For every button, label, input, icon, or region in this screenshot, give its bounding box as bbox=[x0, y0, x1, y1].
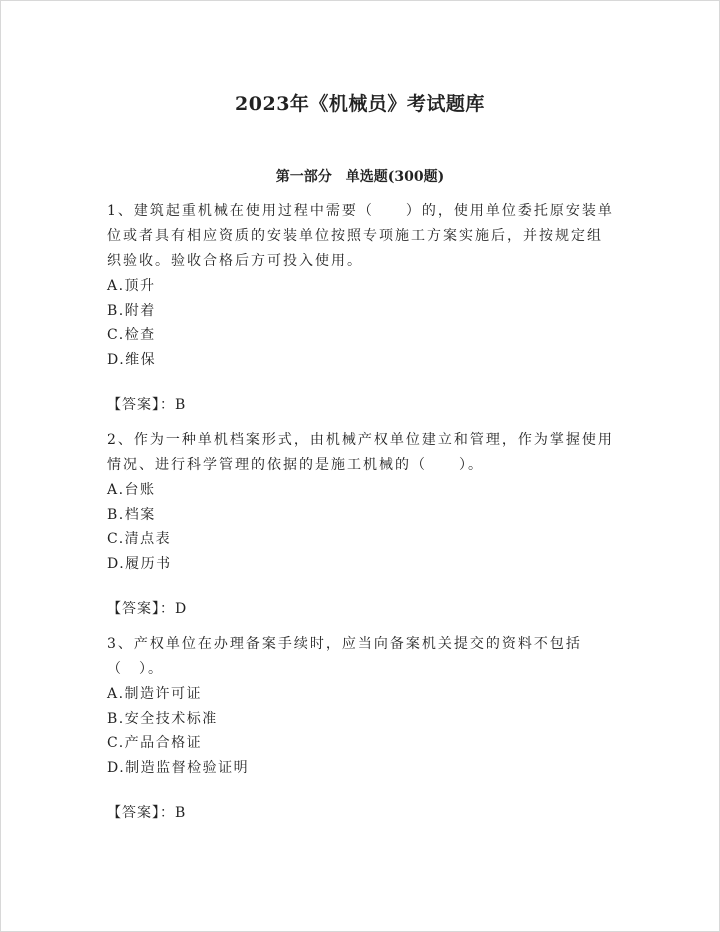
question-stem: 3、产权单位在办理备案手续时，应当向备案机关提交的资料不包括（ ）。 bbox=[107, 636, 582, 677]
option-a: A.台账 bbox=[107, 482, 156, 498]
answer-line: 【答案】：B bbox=[107, 397, 187, 413]
question-item bbox=[107, 199, 617, 428]
option-c: C.清点表 bbox=[107, 531, 172, 547]
answer-line: 【答案】：B bbox=[107, 805, 187, 821]
option-d: D.制造监督检验证明 bbox=[107, 759, 250, 776]
question-stem: 2、作为一种单机档案形式，由机械产权单位建立和管理，作为掌握使用情况、进行科学管理的依据的是施工机械的（ ）。 bbox=[107, 432, 614, 473]
option-c: C.产品合格证 bbox=[107, 735, 203, 751]
option-b: B.安全技术标准 bbox=[107, 710, 218, 727]
answer-line: 【答案】：D bbox=[107, 601, 188, 617]
option-c: C.检查 bbox=[107, 327, 156, 343]
option-b: B.附着 bbox=[107, 302, 156, 319]
question-stem: 1、建筑起重机械在使用过程中需要（ ）的，使用单位委托原安装单位或者具有相应资质的安装单位按照专项施工方案实施后，并按规定组织验收。验收合格后方可投入使用。 bbox=[107, 203, 614, 269]
option-d: D.维保 bbox=[107, 351, 157, 368]
question-item bbox=[107, 428, 617, 632]
option-a: A.顶升 bbox=[107, 278, 156, 294]
option-d: D.履历书 bbox=[107, 555, 172, 572]
document-title: 2023年《机械员》考试题库 bbox=[235, 93, 485, 115]
question-item bbox=[107, 632, 617, 836]
question-list bbox=[107, 199, 617, 836]
option-b: B.档案 bbox=[107, 506, 156, 523]
section-heading: 第一部分 单选题(300题) bbox=[275, 169, 445, 185]
option-a: A.制造许可证 bbox=[107, 686, 203, 702]
